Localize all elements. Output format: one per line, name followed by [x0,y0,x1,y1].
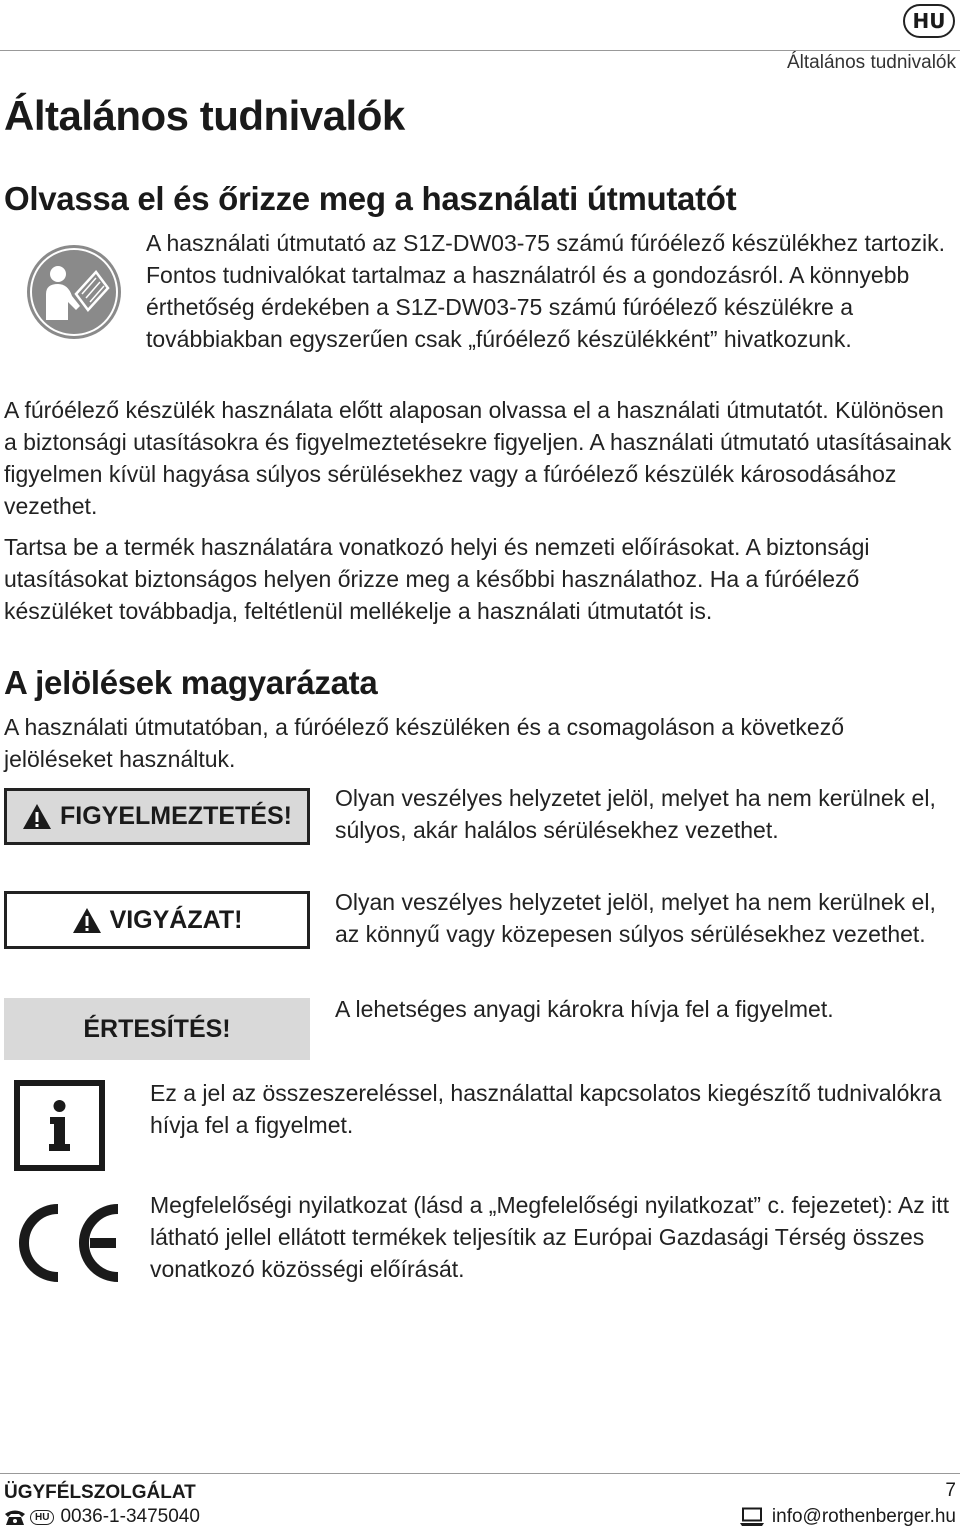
paragraph-regulations: Tartsa be a termék használatára vonatkozó helyi és nemzeti előírásokat. A biztonsági utasításokat biztonságos helyen őrizze meg a későbbi használathoz. Ha a fúróélező készüléket továbbadja, feltétlenül mellékelje a használati útmutatót is. [4,534,870,624]
customer-service-label: ÜGYFÉLSZOLGÁLAT [4,1482,196,1503]
paragraph-read-before-use: A fúróélező készülék használata előtt alaposan olvassa el a használati útmutatót. Különösen a biztonsági utasításokra és figyelmeztetésekre figyeljen. A használati útmutató utasításainak figyelmen kívül hagyása súlyos sérülésekhez vagy a fúróélező készülék károsodásához vezethet. [4,397,952,519]
caution-triangle-icon [72,907,102,934]
info-icon [14,1080,105,1171]
notice-label: ÉRTESÍTÉS! [83,1014,231,1043]
caution-label: VIGYÁZAT! [109,905,243,934]
read-manual-icon [26,244,122,340]
section-heading-symbols: A jelölések magyarázata [4,664,378,701]
notice-description: A lehetséges anyagi károkra hívja fel a figyelmet. [335,996,834,1022]
page-number: 7 [945,1480,956,1501]
country-badge: HU [30,1510,54,1525]
caution-signal-box [4,891,310,949]
laptop-icon [740,1507,764,1527]
phone-contact [4,1506,200,1528]
phone-number[interactable]: 0036-1-3475040 [60,1506,200,1527]
notice-signal-box [4,998,310,1060]
email-address[interactable]: info@rothenberger.hu [771,1506,956,1527]
warning-description: Olyan veszélyes helyzetet jelöl, melyet ha nem kerülnek el, súlyos, akár halálos sérülésekhez vezethet. [335,785,936,843]
language-badge: HU [903,4,955,38]
phone-icon [4,1508,26,1526]
warning-label: FIGYELMEZTETÉS! [60,802,292,830]
email-contact [740,1506,956,1528]
warning-triangle-icon [22,803,52,830]
header-section-title: Általános tudnivalók [787,52,956,73]
caution-description: Olyan veszélyes helyzetet jelöl, melyet ha nem kerülnek el, az könnyű vagy közepesen súlyos sérülésekhez vezethet. [335,889,936,947]
symbols-intro-paragraph: A használati útmutatóban, a fúróélező készüléken és a csomagoláson a következő jelöléseket használtuk. [4,714,845,772]
footer-divider [0,1473,960,1474]
header-divider [0,50,960,51]
page-title: Általános tudnivalók [4,92,405,139]
info-description: Ez a jel az összeszereléssel, használattal kapcsolatos kiegészítő tudnivalókra hívja fel a figyelmet. [150,1080,942,1138]
ce-description: Megfelelőségi nyilatkozat (lásd a „Megfelelőségi nyilatkozat” c. fejezetet): Az itt látható jellel ellátott termékek teljesítik az Európai Gazdasági Térség összes vonatkozó közösségi előírását. [150,1192,949,1282]
intro-paragraph: A használati útmutató az S1Z-DW03-75 számú fúróélező készülékhez tartozik. Fontos tudnivalókat tartalmaz a használatról és a gondozásról. A könnyebb érthetőség érdekében a S1Z-DW03-75 számú fúróélező készülékre a továbbiakban egyszerűen csak „fúróélező készülékként” hivatkozunk. [146,230,945,352]
section-heading-read-manual: Olvassa el és őrizze meg a használati útmutatót [4,180,737,217]
warning-signal-box [4,788,310,845]
ce-mark-icon [14,1203,124,1283]
